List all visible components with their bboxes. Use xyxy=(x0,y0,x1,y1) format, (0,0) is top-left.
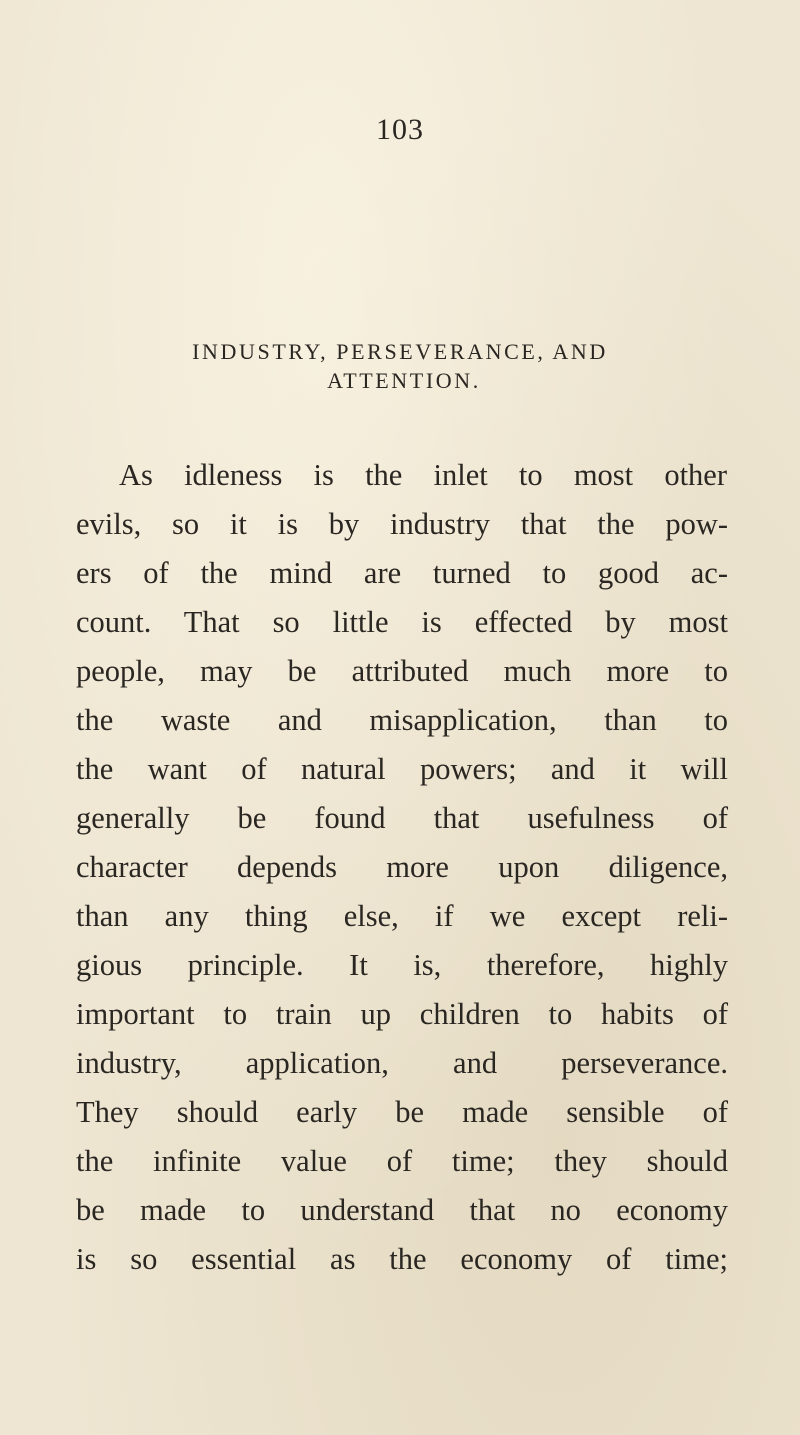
text-line: people, may be attributed much more to xyxy=(76,654,728,688)
text-line: They should early be made sensible of xyxy=(76,1095,728,1129)
page-number: 103 xyxy=(376,113,424,146)
text-line: generally be found that usefulness of xyxy=(76,801,728,835)
text-line: gious principle. It is, therefore, highly xyxy=(76,948,728,982)
text-line: be made to understand that no economy xyxy=(76,1193,728,1227)
section-heading-line-2: ATTENTION. xyxy=(327,368,481,393)
text-line: the waste and misapplication, than to xyxy=(76,703,728,737)
text-line: character depends more upon diligence, xyxy=(76,850,728,884)
section-heading-line-1: INDUSTRY, PERSEVERANCE, AND xyxy=(192,339,608,364)
text-line: As idleness is the inlet to most other xyxy=(119,458,727,492)
text-line: the infinite value of time; they should xyxy=(76,1144,728,1178)
text-line: the want of natural powers; and it will xyxy=(76,752,728,786)
text-line: important to train up children to habits of xyxy=(76,997,728,1031)
text-line: count. That so little is effected by most xyxy=(76,605,728,639)
body-paragraph xyxy=(76,451,728,1284)
text-line: industry, application, and perseverance. xyxy=(76,1046,728,1080)
text-line: ers of the mind are turned to good ac- xyxy=(76,556,728,590)
text-line: evils, so it is by industry that the pow- xyxy=(76,507,728,541)
text-line: than any thing else, if we except reli- xyxy=(76,899,728,933)
text-line: is so essential as the economy of time; xyxy=(76,1242,728,1276)
